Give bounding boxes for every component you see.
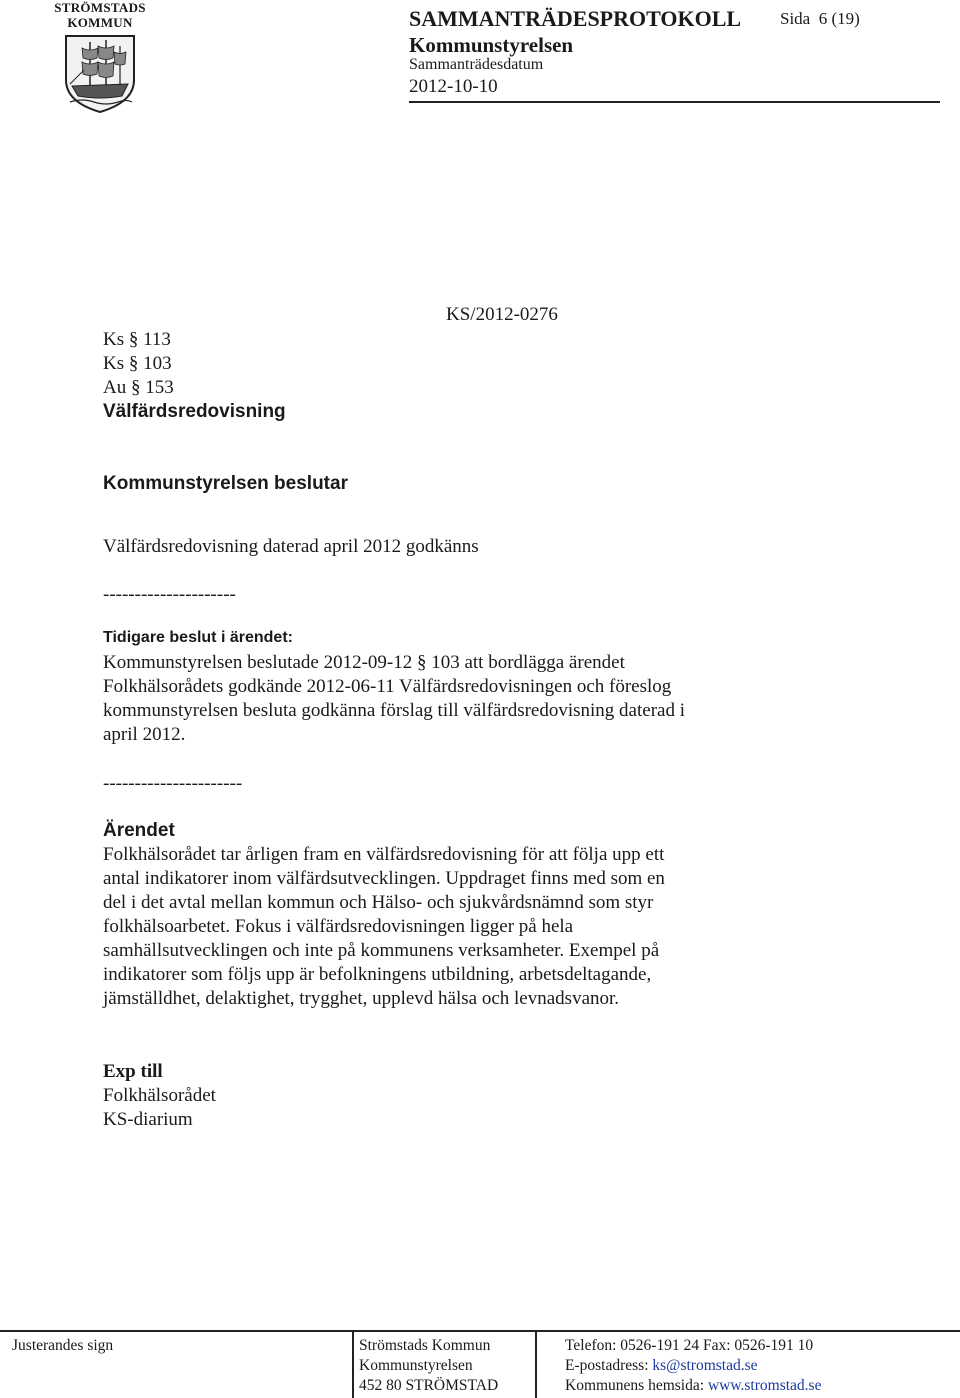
matter-line: folkhälsoarbetet. Fokus i välfärdsredovisningen ligger på hela (103, 916, 574, 937)
previous-line: Kommunstyrelsen beslutade 2012-09-12 § 103 att bordlägga ärendet (103, 652, 625, 673)
footer-phone: Telefon: 0526-191 24 Fax: 0526-191 10 (565, 1337, 814, 1354)
matter-line: Folkhälsorådet tar årligen fram en välfärdsredovisning för att följa upp ett (103, 844, 665, 865)
distribution-item: Folkhälsorådet (103, 1085, 216, 1106)
case-number: KS/2012-0276 (446, 304, 558, 325)
matter-line: del i det avtal mellan kommun och Hälso- och sjukvårdsnämnd som styr (103, 892, 654, 913)
footer-web-label: Kommunens hemsida: (565, 1377, 705, 1394)
paragraph-ref: Ks § 103 (103, 353, 172, 374)
previous-line: april 2012. (103, 724, 186, 745)
paragraph-ref: Au § 153 (103, 377, 174, 398)
footer-address-line: 452 80 STRÖMSTAD (359, 1377, 499, 1394)
doc-type-title: SAMMANTRÄDESPROTOKOLL (409, 6, 742, 31)
municipality-name-line1: STRÖMSTADS (54, 0, 146, 15)
matter-line: antal indikatorer inom välfärdsutvecklingen. Uppdraget finns med som en (103, 868, 665, 889)
municipality-name-line2: KOMMUN (67, 15, 133, 30)
page-value: 6 (19) (818, 9, 860, 28)
meeting-date-label: Sammanträdesdatum (409, 56, 544, 73)
body-name: Kommunstyrelsen (409, 33, 574, 57)
decision-text: Välfärdsredovisning daterad april 2012 godkänns (103, 536, 479, 557)
header-rule (409, 101, 940, 103)
footer-address-line: Kommunstyrelsen (359, 1357, 473, 1374)
ship-coat-of-arms-icon (62, 34, 138, 114)
decision-heading: Kommunstyrelsen beslutar (103, 473, 348, 494)
distribution-item: KS-diarium (103, 1109, 193, 1130)
separator: --------------------- (103, 584, 236, 605)
footer-divider (352, 1331, 354, 1398)
meeting-date: 2012-10-10 (409, 76, 498, 97)
footer-divider (535, 1331, 537, 1398)
footer-email-row (565, 1356, 758, 1376)
previous-decisions-heading: Tidigare beslut i ärendet: (103, 629, 293, 646)
matter-line: indikatorer som följs upp är befolkningens utbildning, arbetsdeltagande, (103, 964, 652, 985)
adjuster-signature-label: Justerandes sign (12, 1337, 114, 1354)
distribution-heading: Exp till (103, 1061, 163, 1082)
page-label: Sida (780, 9, 811, 28)
paragraph-ref: Ks § 113 (103, 329, 171, 350)
previous-line: kommunstyrelsen besluta godkänna förslag till välfärdsredovisning daterad i (103, 700, 685, 721)
matter-heading: Ärendet (103, 820, 175, 841)
previous-line: Folkhälsorådets godkände 2012-06-11 Välfärdsredovisningen och föreslog (103, 676, 672, 697)
footer-email-label: E-postadress: (565, 1357, 649, 1374)
footer-rule (0, 1330, 960, 1332)
matter-line: jämställdhet, delaktighet, trygghet, upplevd hälsa och levnadsvanor. (103, 988, 620, 1009)
footer-web-row (565, 1376, 821, 1396)
footer-email-link[interactable]: ks@stromstad.se (652, 1357, 758, 1374)
footer-web-link[interactable]: www.stromstad.se (707, 1377, 822, 1394)
page-number (780, 9, 860, 29)
footer-address-line: Strömstads Kommun (359, 1337, 491, 1354)
separator: ---------------------- (103, 773, 243, 794)
matter-line: samhällsutvecklingen och inte på kommunens verksamheter. Exempel på (103, 940, 660, 961)
case-title: Välfärdsredovisning (103, 401, 286, 422)
